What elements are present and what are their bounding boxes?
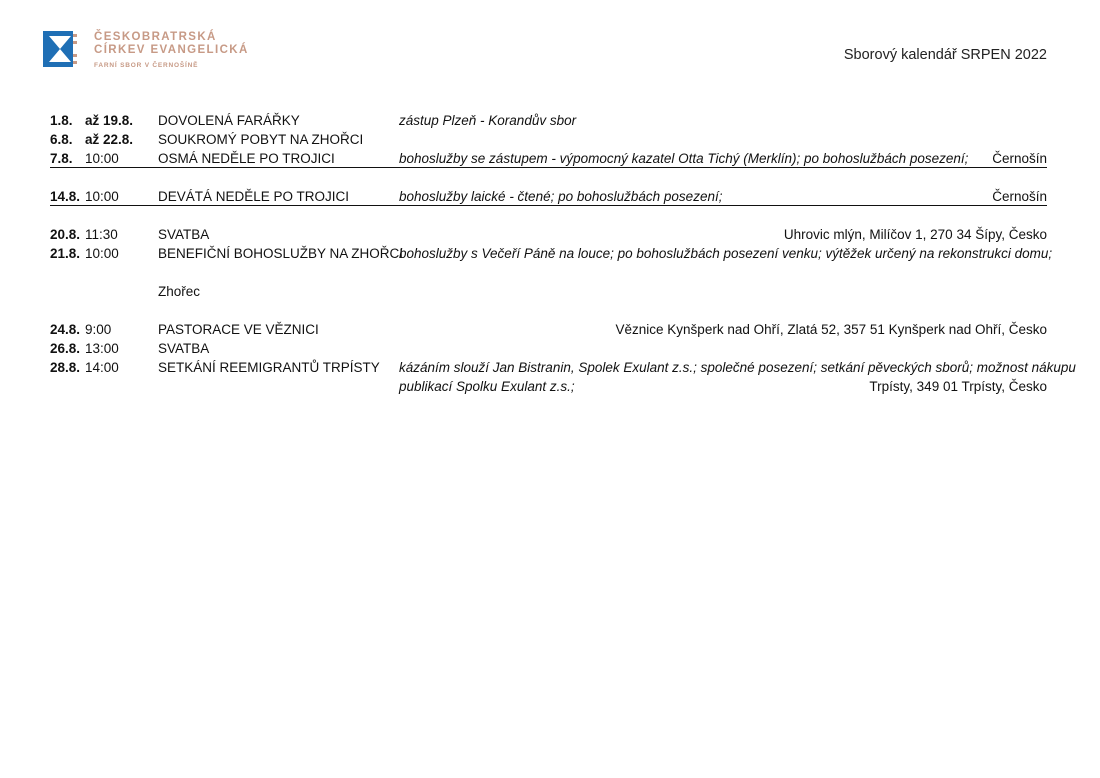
- row-event: DEVÁTÁ NEDĚLE PO TROJICI: [158, 189, 350, 204]
- hourglass-logo-icon: [43, 31, 77, 67]
- row-time: 14:00: [85, 360, 119, 375]
- row-time: 10:00: [85, 151, 119, 166]
- row-date: 1.8.: [50, 113, 73, 128]
- row-note: bohoslužby se zástupem - výpomocný kazatel Otta Tichý (Merklín); po bohoslužbách posezení;: [399, 151, 969, 166]
- row-place: Černošín: [992, 189, 1047, 204]
- row-event: SOUKROMÝ POBYT NA ZHOŘCI: [158, 132, 364, 147]
- row-date: 7.8.: [50, 151, 73, 166]
- row-event: DOVOLENÁ FARÁŘKY: [158, 113, 300, 128]
- row-date: 26.8.: [50, 341, 81, 356]
- calendar-row: [50, 187, 1047, 206]
- row-place: Černošín: [992, 151, 1047, 166]
- row-event: SETKÁNÍ REEMIGRANTŮ TRPÍSTY: [158, 360, 380, 375]
- row-note: bohoslužby s Večeří Páně na louce; po bohoslužbách posezení venku; výtěžek určený na rekonstrukci domu;: [399, 246, 1053, 261]
- row-date: 24.8.: [50, 322, 81, 337]
- row-date: 28.8.: [50, 360, 81, 375]
- calendar-row: [50, 244, 1053, 263]
- row-time: 11:30: [85, 227, 118, 242]
- row-note: zástup Plzeň - Korandův sbor: [399, 113, 577, 128]
- calendar-row: [50, 225, 1047, 244]
- row-time: 9:00: [85, 322, 112, 337]
- row-time: 13:00: [85, 341, 119, 356]
- row-place: Uhrovic mlýn, Milíčov 1, 270 34 Šípy, Česko: [783, 227, 1047, 242]
- calendar-row: [50, 149, 1047, 168]
- logo-line-3: FARNÍ SBOR V ČERNOŠÍNĚ: [94, 62, 199, 69]
- row-date: 20.8.: [50, 227, 81, 242]
- row-event: Zhořec: [158, 284, 201, 299]
- calendar-row: [50, 111, 1047, 130]
- row-note: bohoslužby laické - čtené; po bohoslužbách posezení;: [399, 189, 723, 204]
- calendar-row: [50, 339, 1047, 358]
- document-title: Sborový kalendář SRPEN 2022: [843, 47, 1047, 63]
- row-date: 6.8.: [50, 132, 73, 147]
- church-logo: [43, 31, 249, 69]
- calendar-row: [50, 358, 1076, 377]
- calendar-row: [50, 320, 1047, 339]
- row-time: až 19.8.: [85, 113, 134, 128]
- row-time: až 22.8.: [85, 132, 134, 147]
- row-event: OSMÁ NEDĚLE PO TROJICI: [158, 151, 335, 166]
- row-place: Trpísty, 349 01 Trpísty, Česko: [869, 379, 1047, 394]
- row-event: SVATBA: [158, 227, 210, 242]
- calendar-row: [50, 130, 1047, 149]
- row-date: 21.8.: [50, 246, 81, 261]
- row-place: Věznice Kynšperk nad Ohří, Zlatá 52, 357 51 Kynšperk nad Ohří, Česko: [615, 322, 1047, 337]
- calendar-row: [50, 282, 1047, 301]
- row-note: publikací Spolku Exulant z.s.;: [399, 379, 575, 394]
- row-date: 14.8.: [50, 189, 81, 204]
- calendar-row: [50, 377, 1047, 396]
- logo-line-2: CÍRKEV EVANGELICKÁ: [94, 44, 249, 56]
- row-time: 10:00: [85, 189, 119, 204]
- logo-line-1: ČESKOBRATRSKÁ: [94, 31, 217, 43]
- row-note: kázáním slouží Jan Bistranin, Spolek Exulant z.s.; společné posezení; setkání pěveckých sborů; možnost nákupu: [399, 360, 1076, 375]
- row-event: PASTORACE VE VĚZNICI: [158, 322, 319, 337]
- row-event: BENEFIČNÍ BOHOSLUŽBY NA ZHOŘCI: [158, 246, 404, 261]
- row-time: 10:00: [85, 246, 119, 261]
- row-event: SVATBA: [158, 341, 210, 356]
